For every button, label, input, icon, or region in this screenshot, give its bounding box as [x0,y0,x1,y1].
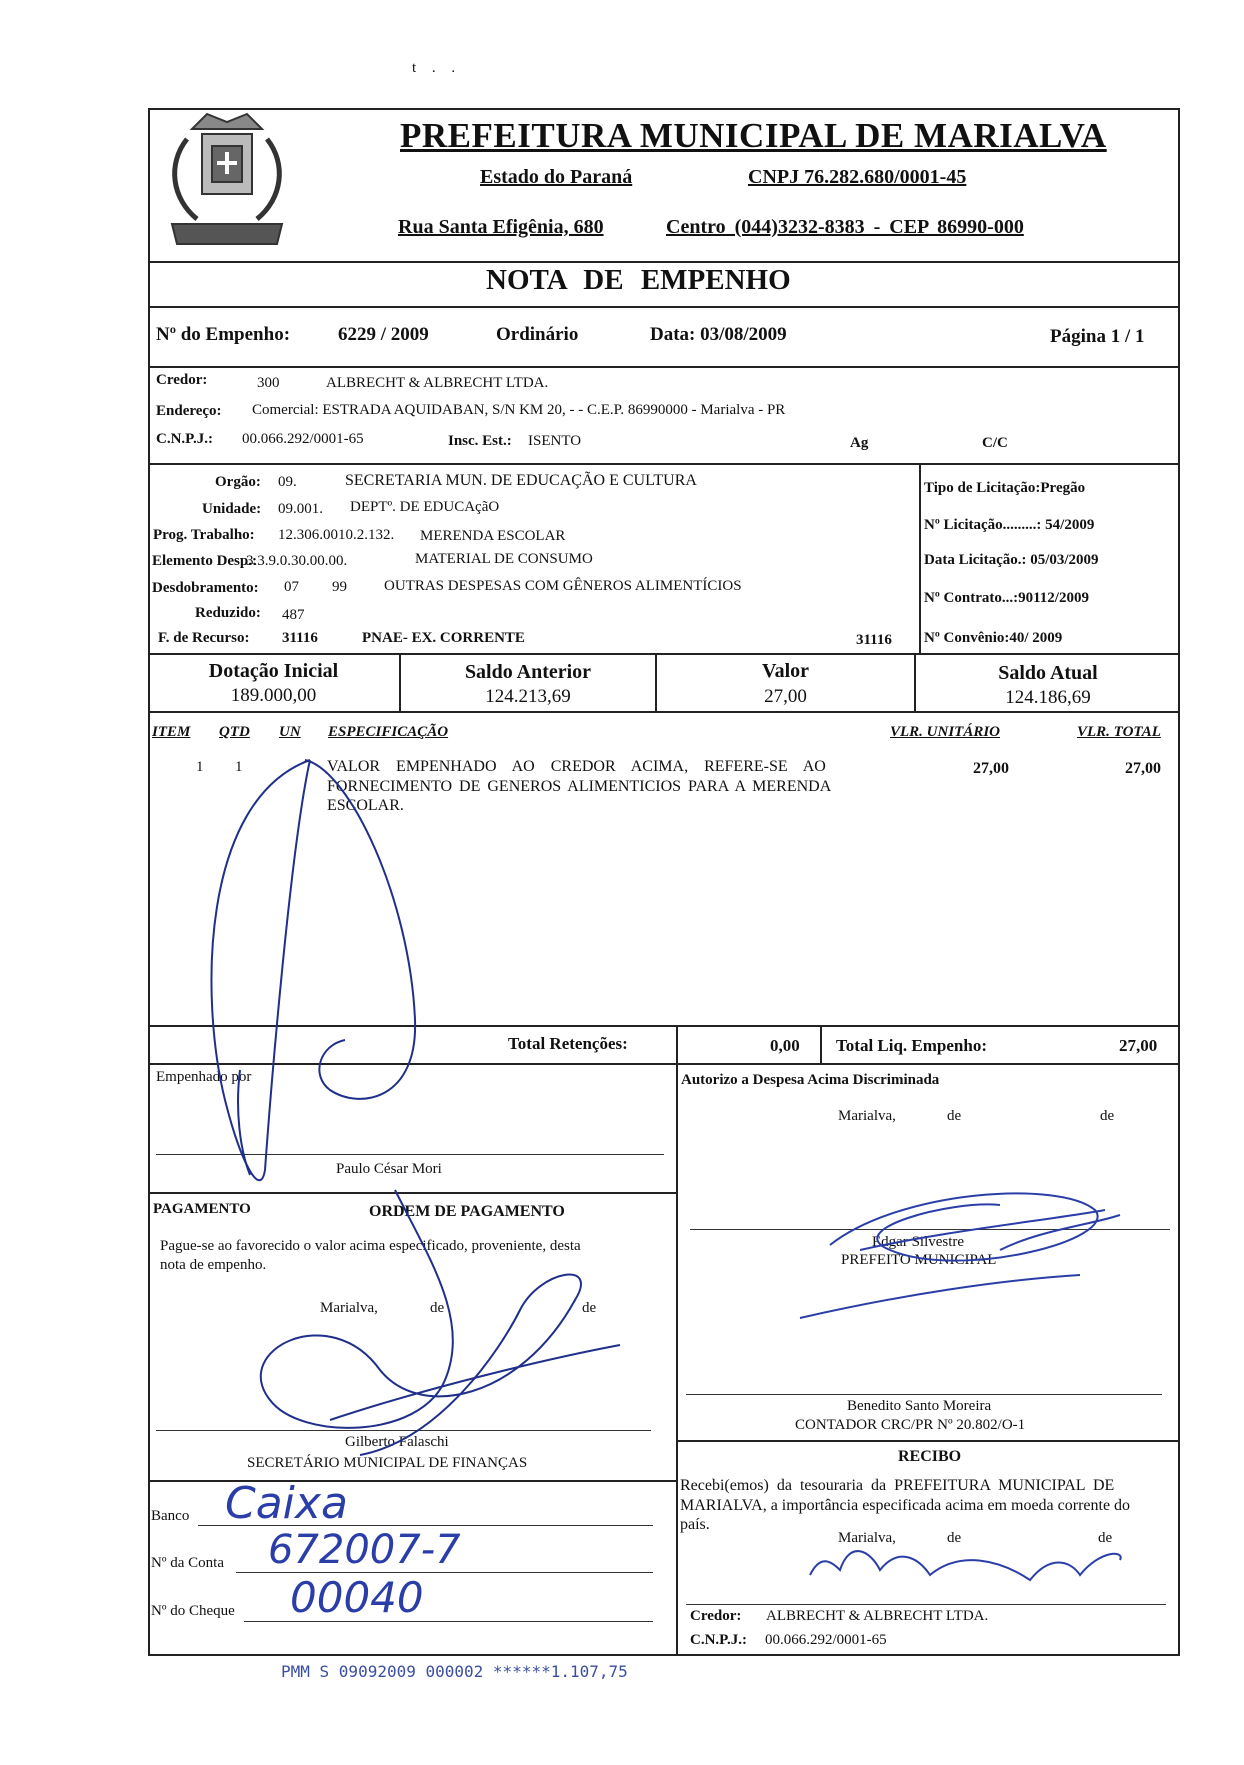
desdobramento-code-a: 07 [284,579,299,595]
empenho-type: Ordinário [496,324,579,345]
empenho-number: 6229 / 2009 [338,324,429,345]
recurso-code-2: 31116 [856,632,892,648]
empenho-date: Data: 03/08/2009 [650,324,787,345]
valor-label: Valor [761,660,810,682]
autorizo-de: de [1100,1108,1115,1124]
credor-label: Credor: [156,372,208,388]
recurso-label: F. de Recurso: [158,630,250,646]
recibo-text: país. [680,1516,710,1533]
valor-value: 27,00 [764,686,807,707]
orgao-code: 09. [278,474,297,490]
secretario-role: SECRETÁRIO MUNICIPAL DE FINANÇAS [247,1455,528,1471]
prog-code: 12.306.0010.2.132. [278,527,395,543]
autorizo-de: de [947,1108,962,1124]
elemento-label: Elemento Desp.: [152,553,257,569]
recibo-cnpj: 00.066.292/0001-65 [765,1632,887,1648]
reduzido-value: 487 [282,607,305,623]
prefeito-name: Edgar Silvestre [872,1234,965,1250]
reduzido-label: Reduzido: [195,605,261,621]
saldo-atual-value: 124.186,69 [1005,687,1091,708]
unidade-code: 09.001. [278,501,323,517]
cheque-value: 00040 [290,1573,424,1622]
credor-cnpj: 00.066.292/0001-65 [242,431,364,447]
ordem-pagamento-title: ORDEM DE PAGAMENTO [369,1203,565,1220]
recibo-credor-name: ALBRECHT & ALBRECHT LTDA. [766,1608,989,1624]
credor-name: ALBRECHT & ALBRECHT LTDA. [326,375,549,391]
row-spec-line: VALOR EMPENHADO AO CREDOR ACIMA, REFERE-SE AO [327,758,826,775]
header-street: Rua Santa Efigênia, 680 [398,216,604,238]
pagamento-text: nota de empenho. [160,1257,267,1273]
column-header-qtd: QTD [219,724,250,740]
liquido-label: Total Liq. Empenho: [836,1036,987,1055]
column-header-un: UN [279,724,301,740]
desdobramento-label: Desdobramento: [152,580,259,596]
desdobramento-code-b: 99 [332,579,347,595]
pagamento-text: Pague-se ao favorecido o valor acima especificado, proveniente, desta [160,1238,581,1254]
recibo-de: de [947,1530,962,1546]
orgao-name: SECRETARIA MUN. DE EDUCAÇÃO E CULTURA [345,472,697,489]
retencoes-label: Total Retenções: [508,1034,628,1053]
column-header-vlr-unitario: VLR. UNITÁRIO [890,724,1001,740]
saldo-atual-label: Saldo Atual [998,662,1098,684]
liquido-value: 27,00 [1119,1036,1158,1055]
licitacao-convenio: Nº Convênio:40/ 2009 [924,630,1063,646]
contador-crc: CONTADOR CRC/PR Nº 20.802/O-1 [795,1417,1026,1433]
secretario-name: Gilberto Falaschi [345,1434,449,1450]
licitacao-tipo: Tipo de Licitação:Pregão [924,480,1086,496]
recibo-city: Marialva, [838,1530,896,1546]
header-cnpj: CNPJ 76.282.680/0001-45 [748,166,967,188]
empenhado-name: Paulo César Mori [336,1161,442,1177]
row-spec-line: ESCOLAR. [327,797,404,814]
column-header-especificacao: ESPECIFICAÇÃO [328,724,449,740]
header-state: Estado do Paraná [480,166,633,188]
page-title: PREFEITURA MUNICIPAL DE MARIALVA [400,116,1107,155]
autorizo-city: Marialva, [838,1108,896,1124]
recibo-cnpj-label: C.N.P.J.: [690,1632,747,1648]
banco-value: Caixa [225,1478,348,1529]
recurso-code: 31116 [282,630,318,646]
saldo-anterior-value: 124.213,69 [485,686,571,707]
recibo-title: RECIBO [898,1448,962,1465]
unidade-name: DEPTº. DE EDUCAçãO [350,499,500,515]
elemento-name: MATERIAL DE CONSUMO [415,551,593,567]
empenho-number-label: Nº do Empenho: [156,324,291,345]
dotacao-value: 189.000,00 [230,685,317,706]
retencoes-value: 0,00 [770,1036,800,1055]
dotacao-label: Dotação Inicial [208,660,339,682]
pagamento-de: de [582,1300,597,1316]
licitacao-numero: Nº Licitação.........: 54/2009 [924,517,1095,533]
cnpj-label: C.N.P.J.: [156,431,213,447]
orgao-label: Orgão: [215,474,261,490]
licitacao-data: Data Licitação.: 05/03/2009 [924,552,1099,568]
row-item: 1 [196,759,204,775]
row-total-value: 27,00 [1125,760,1161,777]
recurso-name: PNAE- EX. CORRENTE [362,630,525,646]
saldo-anterior-label: Saldo Anterior [464,661,592,683]
column-header-vlr-total: VLR. TOTAL [1077,724,1161,740]
header-contact: Centro (044)3232-8383 - CEP 86990-000 [666,216,1024,238]
credor-address: Comercial: ESTRADA AQUIDABAN, S/N KM 20, - - C.E.P. 86990000 - Marialva - PR [252,402,786,418]
row-spec-line: FORNECIMENTO DE GENEROS ALIMENTICIOS PARA A MERENDA [327,778,832,795]
column-header-item: ITEM [152,724,191,740]
recibo-credor-label: Credor: [690,1608,742,1624]
page-number: Página 1 / 1 [1050,326,1145,347]
unidade-label: Unidade: [202,501,262,517]
insc-label: Insc. Est.: [448,433,512,449]
insc-value: ISENTO [528,433,582,449]
contador-name: Benedito Santo Moreira [847,1398,992,1414]
banco-label: Banco [151,1508,190,1524]
credor-code: 300 [257,375,280,391]
licitacao-contrato: Nº Contrato...:90112/2009 [924,590,1089,606]
empenhado-label: Empenhado por [156,1069,252,1085]
address-label: Endereço: [156,403,222,419]
agencia-label: Ag [850,435,869,451]
pagamento-title: PAGAMENTO [153,1201,251,1217]
recibo-text: MARIALVA, a importância especificada acima em moeda corrente do [680,1497,1131,1514]
prefeito-role: PREFEITO MUNICIPAL [841,1252,997,1268]
prog-name: MERENDA ESCOLAR [420,528,566,544]
pagamento-city: Marialva, [320,1300,378,1316]
conta-value: 672007-7 [268,1527,461,1573]
conta-corrente-label: C/C [982,435,1008,451]
elemento-code: 3.3.9.0.30.00.00. [246,553,348,569]
footer-stamp: PMM S 09092009 000002 ******1.107,75 [281,1662,628,1681]
autorizo-title: Autorizo a Despesa Acima Discriminada [681,1072,940,1088]
desdobramento-name: OUTRAS DESPESAS COM GÊNEROS ALIMENTÍCIOS [384,578,742,594]
pagamento-de: de [430,1300,445,1316]
prog-label: Prog. Trabalho: [153,527,255,543]
recibo-de: de [1098,1530,1113,1546]
scan-mark: t . . [412,60,462,76]
document-title: NOTA DE EMPENHO [486,264,791,296]
conta-label: Nº da Conta [151,1555,224,1571]
row-unit-value: 27,00 [973,760,1009,777]
recibo-text: Recebi(emos) da tesouraria da PREFEITURA MUNICIPAL DE [680,1477,1115,1494]
cheque-label: Nº do Cheque [151,1603,235,1619]
row-qtd: 1 [235,759,243,775]
